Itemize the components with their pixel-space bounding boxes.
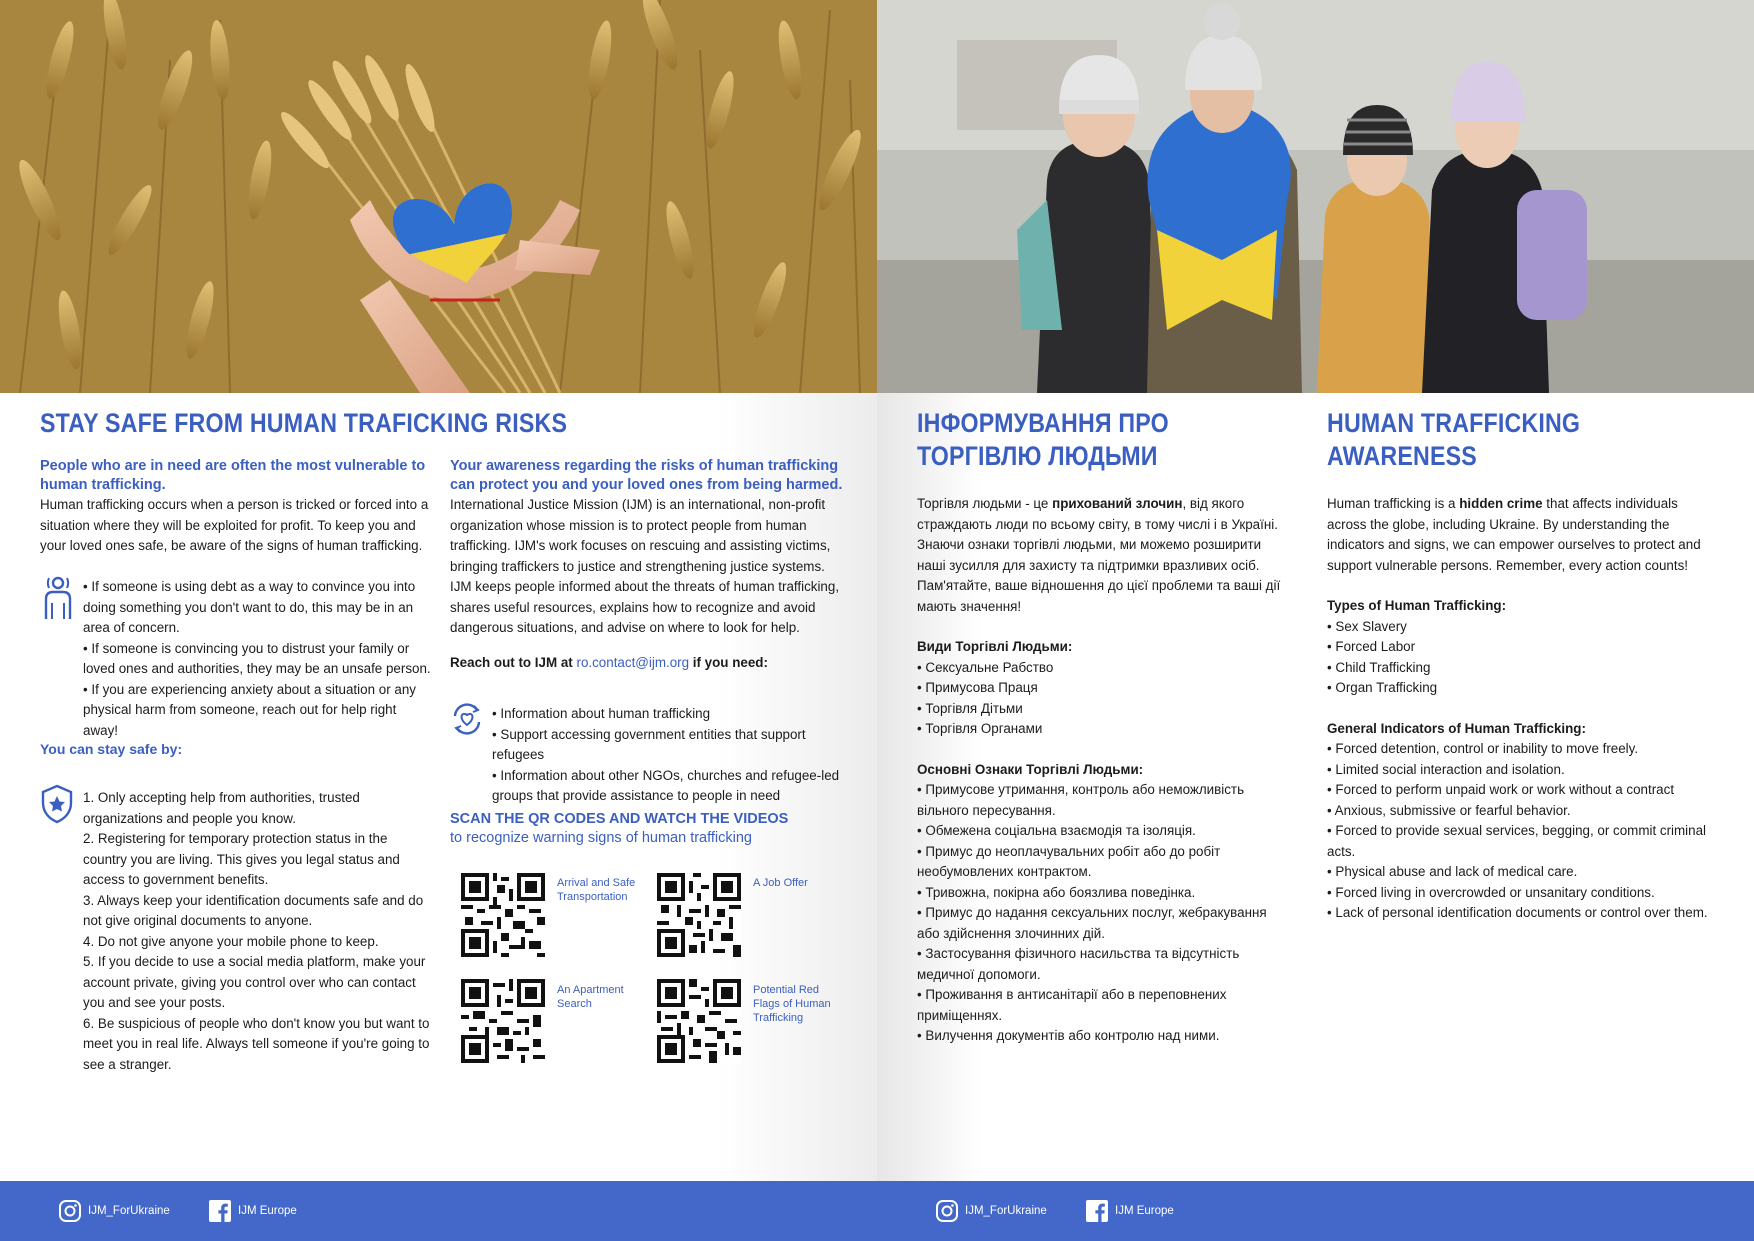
qr-label-job-offer: A Job Offer (753, 877, 808, 889)
ua-column (917, 408, 1287, 1047)
left-title (40, 408, 653, 439)
qr-code-apartment[interactable] (461, 979, 545, 1063)
facebook-link[interactable] (208, 1199, 297, 1223)
ua-indicator-item: • Застосування фізичного насильства та відсутність медичної допомоги. (917, 946, 1240, 982)
scan-heading-line1: SCAN THE QR CODES AND WATCH THE VIDEOS (450, 811, 789, 827)
ua-type-item: • Примусова Праця (917, 680, 1038, 695)
ua-intro (917, 494, 1287, 617)
police-badge-icon (40, 784, 74, 829)
ua-indicator-item: • Вилучення документів або контролю над ними. (917, 1028, 1220, 1043)
warning-item: • If you are experiencing anxiety about a situation or any physical harm from someone, reach out for help right away! (83, 681, 416, 738)
en-type-item: • Forced Labor (1327, 639, 1416, 654)
ua-indicator-item: • Примус до неоплачувальних робіт або до робіт необумовлених контрактом. (917, 843, 1221, 879)
en-indicator-item: • Forced to perform unpaid work or work without a contract (1327, 782, 1675, 797)
facebook-icon (208, 1199, 232, 1223)
warning-item: • If someone is using debt as a way to convince you into doing something you don't want to do, this may be in an area of concern. (83, 579, 416, 635)
safe-step-item: 3. Always keep your identification documents safe and do not give original documents to anyone. (83, 892, 424, 928)
en-indicators-list (1327, 739, 1712, 924)
instagram-icon (935, 1199, 959, 1223)
safe-step-item: 1. Only accepting help from authorities, trusted organizations and people you know. (83, 790, 360, 826)
reach-out-line (450, 653, 845, 674)
scan-heading-line2: to recognize warning signs of human trafficking (450, 830, 752, 846)
need-item: • Information about human trafficking (492, 706, 711, 721)
safe-step-item: 4. Do not give anyone your mobile phone to keep. (83, 933, 379, 949)
instagram-link[interactable] (935, 1199, 1047, 1223)
en-intro-bold: hidden crime (1459, 496, 1543, 511)
instagram-handle: IJM_ForUkraine (965, 1205, 1047, 1217)
ua-indicators-list (917, 780, 1287, 1047)
instagram-icon (58, 1199, 82, 1223)
col2-intro-heading: Your awareness regarding the risks of human trafficking can protect you and your loved ones from being harmed. (450, 458, 843, 493)
qr-label-arrival: Arrival and Safe Transportation (557, 877, 636, 903)
page-title: STAY SAFE FROM HUMAN TRAFICKING RISKS (40, 408, 568, 438)
need-item: • Support accessing government entities that support refugees (492, 726, 806, 762)
ua-title-line2: ТОРГІВЛЮ ЛЮДЬМИ (917, 441, 1158, 471)
ua-types-heading: Види Торгівлі Людьми: (917, 639, 1073, 654)
safe-step-item: 6. Be suspicious of people who don't know you but want to meet you in real life. Always tell someone if you're going to see a stranger. (83, 1015, 430, 1072)
heart-support-icon (450, 702, 484, 741)
ua-type-item: • Торгівля Органами (917, 721, 1043, 736)
ua-intro-b: , від якого страждають люди по всьому світу, в тому числі і в Україні. Знаючи ознаки торгівлі людьми, ми можемо розширити наші зусилля для захисту та підтримки вразливих осіб. Пам'ятайте, ваше відношення до цієї проблеми та ваші дії мають значення! (917, 496, 1281, 614)
en-indicator-item: • Forced living in overcrowded or unsanitary conditions. (1327, 884, 1655, 900)
right-page (877, 0, 1754, 1241)
warning-signs (83, 577, 435, 741)
wheat-field-illustration (0, 0, 877, 393)
qr-label-apartment: An Apartment Search (557, 984, 624, 1010)
reach-prefix: Reach out to IJM at (450, 654, 577, 670)
col2-intro-text: International Justice Mission (IJM) is an international, non-profit organization whose mission is to protect people from human trafficking. IJM's work focuses on rescuing and assisting victims, bringing traffickers to justice and strengthening justice systems. IJM keeps people informed about the threats of human trafficking, shares useful resources, explains how to recognize and avoid dangerous situations, and advise on where to look for help. (450, 497, 840, 635)
warning-item: • If someone is convincing you to distrust your family or loved ones and authorities, they may be an unsafe person. (83, 640, 431, 676)
safe-step-item: 5. If you decide to use a social media platform, make your account private, giving you control over who can contact you and see your posts. (83, 954, 426, 1010)
en-indicator-item: • Limited social interaction and isolation. (1327, 761, 1565, 777)
family-illustration (877, 0, 1754, 393)
ua-intro-bold: прихований злочин (1052, 496, 1183, 511)
en-indicators-heading: General Indicators of Human Trafficking: (1327, 720, 1586, 736)
ua-type-item: • Торгівля Дітьми (917, 700, 1023, 716)
ua-indicator-item: • Обмежена соціальна взаємодія та ізоляція. (917, 823, 1196, 838)
en-type-item: • Child Trafficking (1327, 659, 1431, 675)
en-column (1327, 408, 1712, 924)
en-intro (1327, 494, 1712, 576)
wheat-heart-photo (0, 0, 877, 393)
facebook-icon (1085, 1199, 1109, 1223)
en-indicator-item: • Forced detention, control or inability to move freely. (1327, 741, 1639, 756)
en-types-list (1327, 617, 1712, 699)
col1-intro-heading: People who are in need are often the most vulnerable to human trafficking. (40, 458, 426, 493)
left-footer (0, 1181, 877, 1241)
en-intro-a: Human trafficking is a (1327, 496, 1460, 511)
needs-list (492, 704, 847, 807)
facebook-handle: IJM Europe (1115, 1205, 1174, 1217)
left-column-1 (40, 457, 430, 557)
scan-heading (450, 810, 845, 848)
safe-heading-wrap (40, 740, 182, 759)
ua-indicator-item: • Примусове утримання, контроль або неможливість вільного пересування. (917, 782, 1245, 818)
ua-title-line1: ІНФОРМУВАННЯ ПРО (917, 408, 1169, 438)
left-column-2 (450, 457, 845, 673)
safe-steps (83, 788, 435, 1075)
right-footer (877, 1181, 1754, 1241)
en-indicator-item: • Forced to provide sexual services, begging, or commit criminal acts. (1327, 823, 1707, 859)
safe-step-item: 2. Registering for temporary protection status in the country you are living. This gives you legal status and access to government benefits. (83, 831, 400, 887)
ua-indicator-item: • Примус до надання сексуальних послуг, жебракування або здійснення злочинних дій. (917, 905, 1267, 941)
col1-intro-text: Human trafficking occurs when a person is tricked or forced into a situation where they will be exploited for profit. To keep you and your loved ones safe, be aware of the signs of human trafficking. (40, 497, 429, 553)
en-title-line2: AWARENESS (1327, 441, 1477, 471)
family-ukraine-flag-photo (877, 0, 1754, 393)
need-item: • Information about other NGOs, churches and refugee-led groups that provide assistance to people in need (492, 767, 840, 803)
contact-email-link[interactable]: ro.contact@ijm.org (576, 654, 690, 670)
qr-code-job-offer[interactable] (657, 873, 741, 957)
safe-heading: You can stay safe by: (40, 741, 183, 757)
en-indicator-item: • Physical abuse and lack of medical care. (1327, 864, 1578, 879)
instagram-handle: IJM_ForUkraine (88, 1205, 170, 1217)
en-title-line1: HUMAN TRAFFICKING (1327, 408, 1581, 438)
ua-indicator-item: • Тривожна, покірна або боязлива поведінка. (917, 884, 1196, 900)
facebook-handle: IJM Europe (238, 1205, 297, 1217)
facebook-link[interactable] (1085, 1199, 1174, 1223)
qr-label-red-flags: Potential Red Flags of Human Trafficking (753, 984, 831, 1024)
en-type-item: • Organ Trafficking (1327, 680, 1438, 695)
ua-types-list (917, 658, 1287, 740)
en-type-item: • Sex Slavery (1327, 618, 1407, 634)
reach-suffix: if you need: (689, 654, 768, 670)
person-alert-icon (40, 575, 76, 626)
instagram-link[interactable] (58, 1199, 170, 1223)
en-indicator-item: • Lack of personal identification documents or control over them. (1327, 905, 1708, 920)
ua-intro-a: Торгівля людьми - це (917, 496, 1053, 511)
ua-type-item: • Сексуальне Рабство (917, 659, 1054, 675)
en-intro-b: that affects individuals across the globe, including Ukraine. By understanding the indicators and signs, we can empower ourselves to protect and support vulnerable persons. Remember, every action counts! (1327, 496, 1701, 573)
ua-indicators-heading: Основні Ознаки Торгівлі Людьми: (917, 761, 1144, 777)
qr-code-arrival[interactable] (461, 873, 545, 957)
qr-code-red-flags[interactable] (657, 979, 741, 1063)
en-types-heading: Types of Human Trafficking: (1327, 598, 1507, 613)
ua-indicator-item: • Проживання в антисанітарії або в переповнених приміщеннях. (917, 987, 1227, 1023)
en-indicator-item: • Anxious, submissive or fearful behavior. (1327, 802, 1571, 818)
